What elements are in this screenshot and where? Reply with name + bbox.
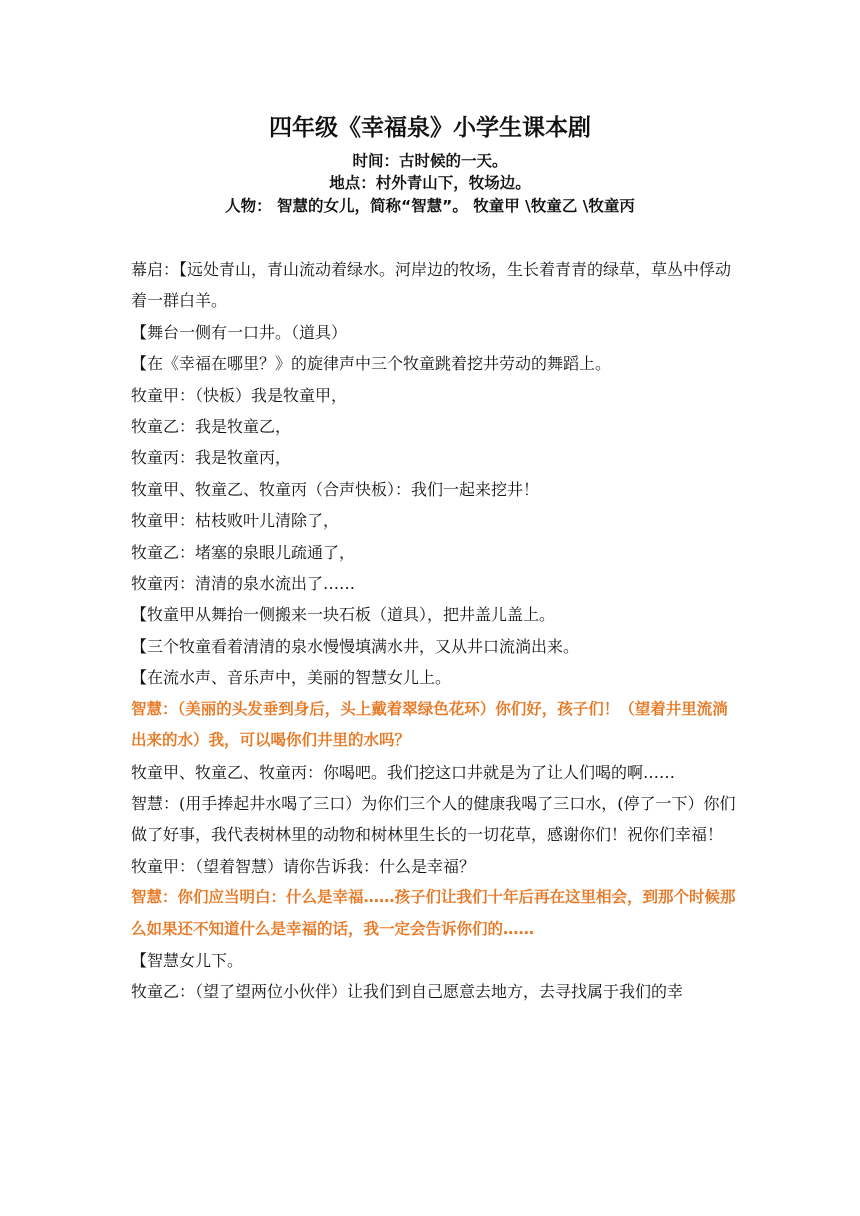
script-line-dialogue: 牧童乙：堵塞的泉眼儿疏通了，	[131, 542, 356, 562]
script-line-dialogue: 牧童甲、牧童乙、牧童丙：你喝吧。我们挖这口井就是为了让人们喝的啊……	[131, 762, 676, 782]
script-line-stage-direction: 【智慧女儿下。	[131, 950, 244, 970]
place-line: 地点：村外青山下，牧场边。	[329, 174, 531, 192]
script-line-dialogue: 牧童甲、牧童乙、牧童丙（合声快板）：我们一起来挖井！	[131, 479, 540, 499]
script-line-wisdom-highlight: 智慧：（美丽的头发垂到身后，头上戴着翠绿色花环）你们好，孩子们！（望着井里流淌出来的水）我，可以喝你们井里的水吗？	[131, 699, 728, 750]
script-line-stage-direction: 【舞台一侧有一口井。（道具）	[131, 322, 348, 342]
script-line-dialogue: 牧童乙：（望了望两位小伙伴）让我们到自己愿意去地方，去寻找属于我们的幸	[131, 982, 684, 1002]
script-line-opening: 幕启：【远处青山，青山流动着绿水。河岸边的牧场，生长着青青的绿草，草丛中俘动着一群白羊。	[131, 260, 732, 311]
script-line-dialogue: 牧童丙：清清的泉水流出了……	[131, 574, 356, 594]
script-line-dialogue: 牧童甲：枯枝败叶儿清除了，	[131, 511, 340, 531]
script-line-dialogue: 智慧：(用手捧起井水喝了三口）为你们三个人的健康我喝了三口水，(停了一下）你们做了好事，我代表树林里的动物和树林里生长的一切花草，感谢你们！祝你们幸福！	[131, 793, 736, 845]
script-line-dialogue: 牧童甲：（快板）我是牧童甲，	[131, 385, 348, 405]
script-line-dialogue: 牧童甲：（望着智慧）请你告诉我：什么是幸福？	[131, 856, 476, 876]
characters-line: 人物： 智慧的女儿，简称“智慧”。 牧童甲 \牧童乙 \牧童丙	[225, 197, 635, 215]
script-line-wisdom-highlight: 智慧：你们应当明白：什么是幸福……孩子们让我们十年后再在这里相会，到那个时候那么如果还不知道什么是幸福的话，我一定会告诉你们的……	[131, 888, 736, 938]
script-line-dialogue: 牧童乙：我是牧童乙，	[131, 417, 292, 437]
script-line-stage-direction: 【在《幸福在哪里？》的旋律声中三个牧童跳着挖井劳动的舞蹈上。	[131, 354, 612, 374]
time-line: 时间：古时候的一天。	[352, 152, 508, 170]
script-line-dialogue: 牧童丙：我是牧童丙，	[131, 448, 292, 468]
script-line-stage-direction: 【牧童甲从舞抬一侧搬来一块石板（道具），把井盖儿盖上。	[131, 605, 556, 625]
script-line-stage-direction: 【在流水声、音乐声中，美丽的智慧女儿上。	[131, 668, 452, 688]
script-body	[131, 254, 741, 1008]
page-title: 四年级《幸福泉》小学生课本剧	[269, 115, 591, 141]
script-line-stage-direction: 【三个牧童看着清清的泉水慢慢填满水井，又从井口流淌出来。	[131, 636, 580, 656]
